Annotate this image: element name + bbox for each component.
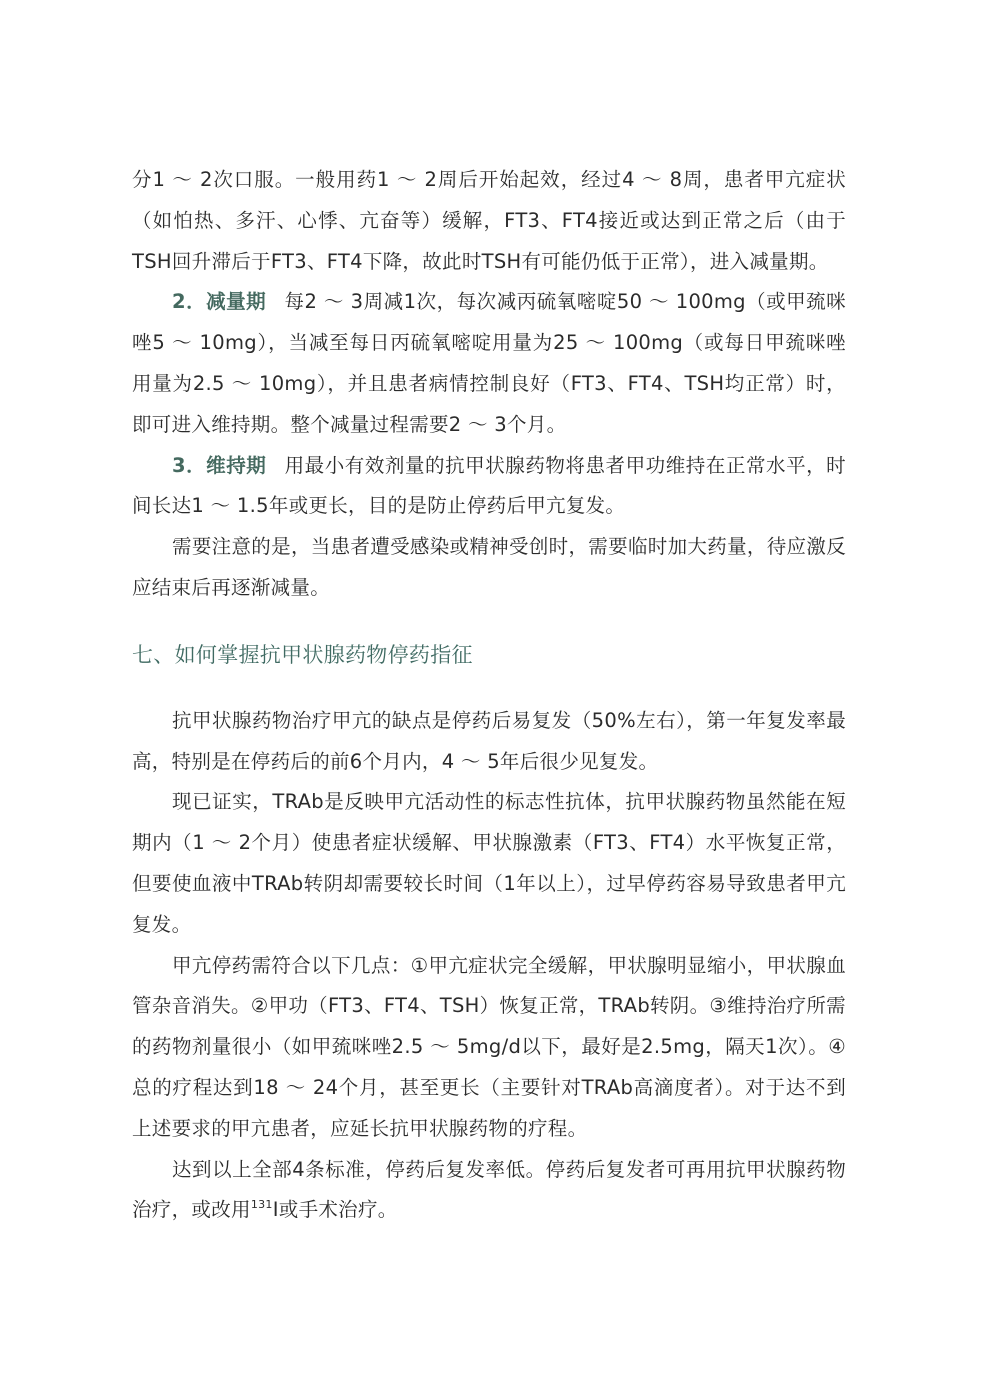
paragraph-dosing-start: 分1 ～ 2次口服。一般用药1 ～ 2周后开始起效，经过4 ～ 8周，患者甲亢症状（如怕热、多汗、心悸、亢奋等）缓解，FT3、FT4接近或达到正常之后（由于TSH回升滞后于FT3、FT4下降，故此时TSH有可能仍低于正常），进入减量期。 xyxy=(132,168,846,273)
maintenance-phase-text: 用最小有效剂量的抗甲状腺药物将患者甲功维持在正常水平，时间长达1 ～ 1.5年或更长，目的是防止停药后甲亢复发。 xyxy=(132,453,846,518)
term-maintenance-phase: 3．维持期 xyxy=(172,453,267,477)
paragraph-note: 需要注意的是，当患者遭受感染或精神受创时，需要临时加大药量，待应激反应结束后再逐渐减量。 xyxy=(132,535,846,599)
paragraph-maintenance-phase xyxy=(132,446,846,528)
term-reduction-phase: 2．减量期 xyxy=(172,290,267,314)
conclusion-tail: I或手术治疗。 xyxy=(272,1198,398,1222)
isotope-superscript: 131 xyxy=(250,1198,273,1212)
conclusion-text: 达到以上全部4条标准，停药后复发率低。停药后复发者可再用抗甲状腺药物治疗，或改用 xyxy=(132,1157,846,1222)
paragraph-trab: 现已证实，TRAb是反映甲亢活动性的标志性抗体，抗甲状腺药物虽然能在短期内（1 ～ 2个月）使患者症状缓解、甲状腺激素（FT3、FT4）水平恢复正常，但要使血液中TRAb转阴却需要较长时间（1年以上），过早停药容易导致患者甲亢复发。 xyxy=(132,790,846,936)
paragraph-conclusion xyxy=(132,1150,846,1232)
document-body xyxy=(132,160,846,1231)
reduction-phase-text: 每2 ～ 3周减1次，每次减丙硫氧嘧啶50 ～ 100mg（或甲巯咪唑5 ～ 10mg），当减至每日丙硫氧嘧啶用量为25 ～ 100mg（或每日甲巯咪唑用量为2.5 ～ 10mg），并且患者病情控制良好（FT3、FT4、TSH均正常）时，即可进入维持期。整个减量过程需要2 ～ 3个月。 xyxy=(132,290,846,436)
section-heading: 七、如何掌握抗甲状腺药物停药指征 xyxy=(132,642,473,667)
paragraph-criteria: 甲亢停药需符合以下几点：①甲亢症状完全缓解，甲状腺明显缩小，甲状腺血管杂音消失。②甲功（FT3、FT4、TSH）恢复正常，TRAb转阴。③维持治疗所需的药物剂量很小（如甲巯咪唑2.5 ～ 5mg/d以下，最好是2.5mg，隔天1次）。④总的疗程达到18 ～ 24个月，甚至更长（主要针对TRAb高滴度者）。对于达不到上述要求的甲亢患者，应延长抗甲状腺药物的疗程。 xyxy=(132,953,846,1140)
paragraph-reduction-phase xyxy=(132,282,846,445)
paragraph-relapse: 抗甲状腺药物治疗甲亢的缺点是停药后易复发（50%左右），第一年复发率最高，特别是在停药后的前6个月内，4 ～ 5年后很少见复发。 xyxy=(132,708,846,773)
